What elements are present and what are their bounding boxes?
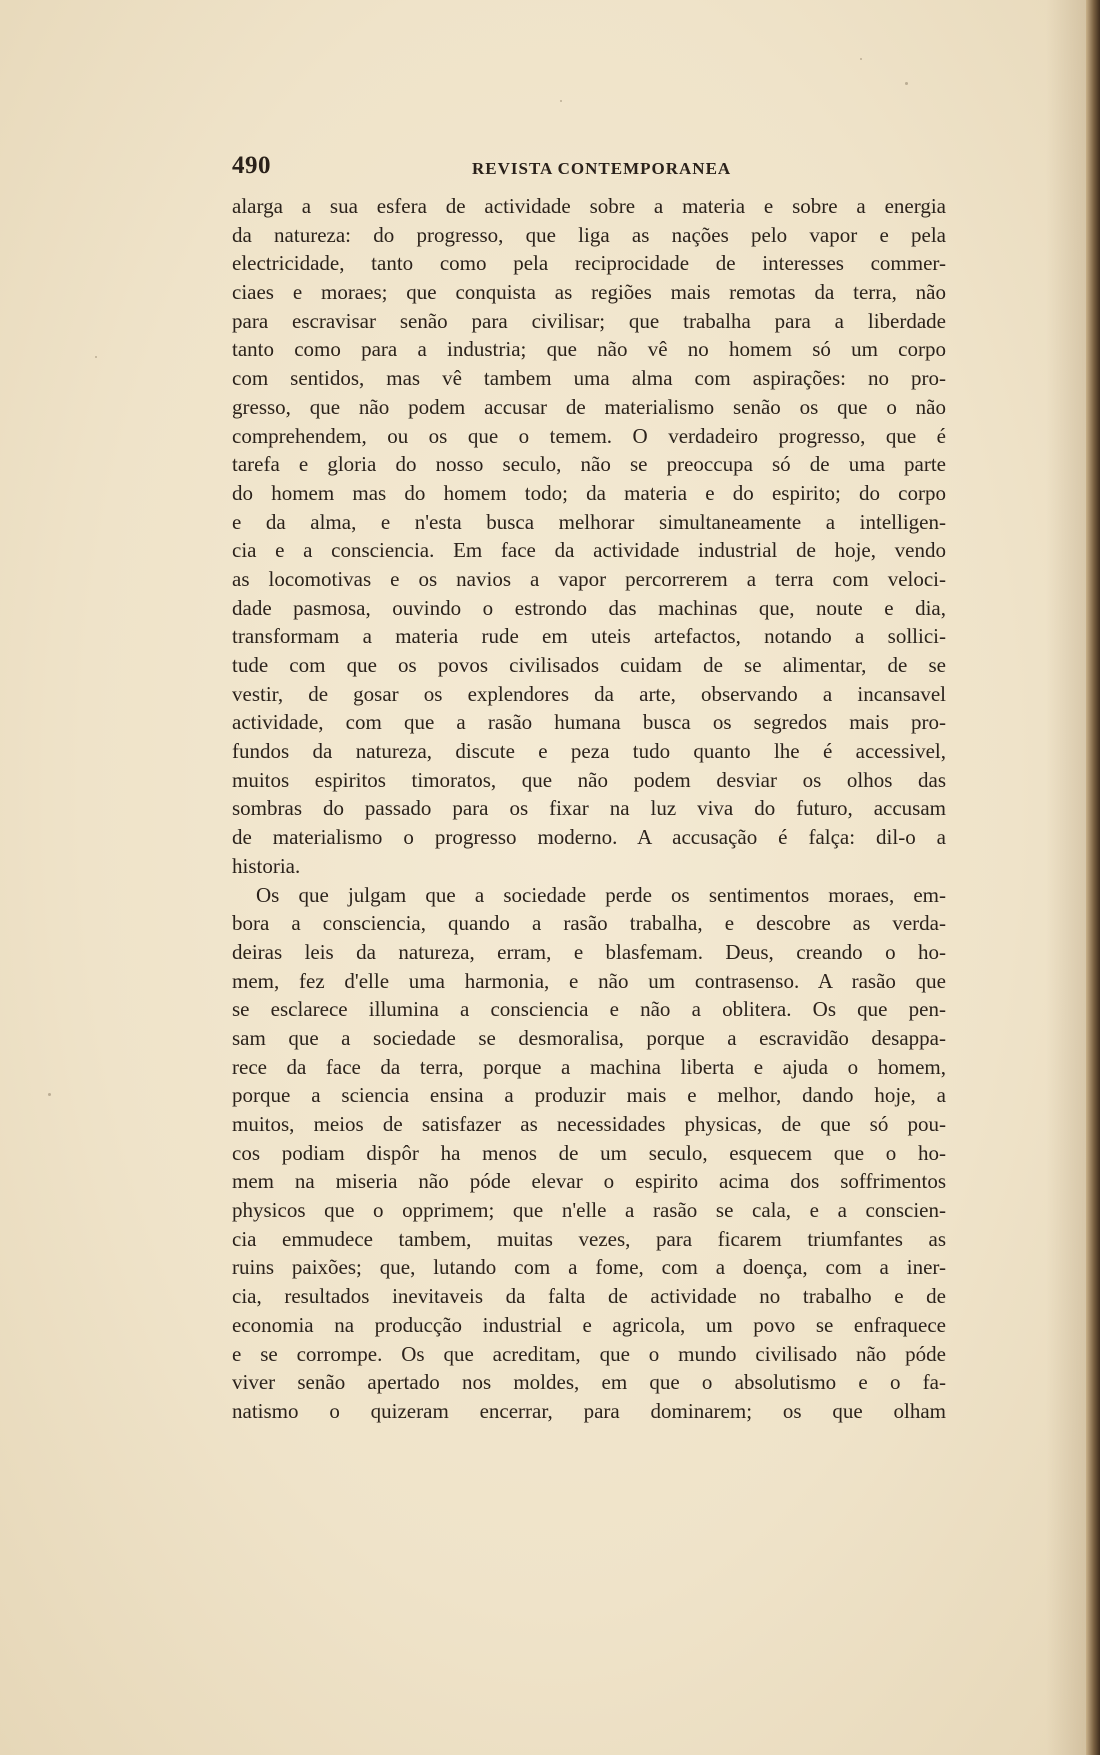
body-text <box>232 192 946 1426</box>
paper-speck <box>860 58 862 60</box>
text-line: gresso, que não podem accusar de materialismo senão os que o não <box>232 394 946 419</box>
binding-edge <box>1086 0 1100 1755</box>
text-line: ruins paixões; que, lutando com a fome, com a doença, com a iner- <box>232 1255 946 1280</box>
text-line: mem, fez d'elle uma harmonia, e não um contrasenso. A rasão que <box>232 968 946 993</box>
text-line: cia e a consciencia. Em face da actividade industrial de hoje, vendo <box>232 538 946 563</box>
text-line: physicos que o opprimem; que n'elle a rasão se cala, e a conscien- <box>232 1198 946 1223</box>
text-line: natismo o quizeram encerrar, para dominarem; os que olham <box>232 1398 946 1423</box>
text-line: viver senão apertado nos moldes, em que o absolutismo e o fa- <box>232 1370 946 1395</box>
text-line: tude com que os povos civilisados cuidam de se alimentar, de se <box>232 653 946 677</box>
text-line: cia emmudece tambem, muitas vezes, para ficarem triumfantes as <box>232 1226 946 1251</box>
text-line: deiras leis da natureza, erram, e blasfemam. Deus, creando o ho- <box>232 939 946 964</box>
binding-shadow <box>1046 0 1086 1755</box>
text-line: mem na miseria não póde elevar o espirito acima dos soffrimentos <box>232 1169 946 1194</box>
text-line: porque a sciencia ensina a produzir mais e melhor, dando hoje, a <box>232 1083 946 1108</box>
page-number: 490 <box>232 152 271 179</box>
text-line: do homem mas do homem todo; da materia e do espirito; do corpo <box>232 480 946 505</box>
text-line: tanto como para a industria; que não vê no homem só um corpo <box>232 337 946 362</box>
text-line: com sentidos, mas vê tambem uma alma com aspirações: no pro- <box>232 366 946 391</box>
text-line: sam que a sociedade se desmoralisa, porque a escravidão desappa- <box>232 1025 946 1050</box>
text-line: economia na producção industrial e agricola, um povo se enfraquece <box>232 1312 946 1337</box>
text-line: historia. <box>232 853 301 878</box>
text-line: vestir, de gosar os explendores da arte, observando a incansavel <box>232 681 946 706</box>
running-head <box>232 152 946 184</box>
text-line: cia, resultados inevitaveis da falta de actividade no trabalho e de <box>232 1284 946 1309</box>
paper-speck <box>905 82 908 85</box>
text-line: de materialismo o progresso moderno. A accusação é falça: dil-o a <box>232 825 946 850</box>
text-line: alarga a sua esfera de actividade sobre a materia e sobre a energia <box>232 194 946 218</box>
text-line: bora a consciencia, quando a rasão trabalha, e descobre as verda- <box>232 911 946 936</box>
paper-speck <box>95 356 97 358</box>
text-line: electricidade, tanto como pela reciprocidade de interesses commer- <box>232 251 946 276</box>
text-line: da natureza: do progresso, que liga as nações pelo vapor e pela <box>232 222 946 247</box>
text-line: se esclarece illumina a consciencia e não a oblitera. Os que pen- <box>232 997 946 1022</box>
text-line: comprehendem, ou os que o temem. O verdadeiro progresso, que é <box>232 423 946 448</box>
text-line: para escravisar senão para civilisar; que trabalha para a liberdade <box>232 308 946 333</box>
text-line: rece da face da terra, porque a machina liberta e ajuda o homem, <box>232 1054 946 1079</box>
text-line: e da alma, e n'esta busca melhorar simultaneamente a intelligen- <box>232 509 946 534</box>
text-line: actividade, com que a rasão humana busca os segredos mais pro- <box>232 710 946 735</box>
text-line: e se corrompe. Os que acreditam, que o mundo civilisado não póde <box>232 1341 946 1366</box>
paper-speck <box>560 100 562 102</box>
text-line: muitos, meios de satisfazer as necessidades physicas, de que só pou- <box>232 1112 946 1136</box>
text-line: fundos da natureza, discute e peza tudo quanto lhe é accessivel, <box>232 739 946 764</box>
text-line: sombras do passado para os fixar na luz viva do futuro, accusam <box>232 796 946 821</box>
text-line: transformam a materia rude em uteis artefactos, notando a sollici- <box>232 624 946 649</box>
text-line: cos podiam dispôr ha menos de um seculo, esquecem que o ho- <box>232 1140 946 1165</box>
text-line: dade pasmosa, ouvindo o estrondo das machinas que, noute e dia, <box>232 595 946 620</box>
paper-speck <box>48 1093 51 1096</box>
text-line: muitos espiritos timoratos, que não podem desviar os olhos das <box>232 767 946 792</box>
journal-title: REVISTA CONTEMPORANEA <box>472 159 732 178</box>
text-line: tarefa e gloria do nosso seculo, não se preoccupa só de uma parte <box>232 452 946 477</box>
text-line: as locomotivas e os navios a vapor percorrerem a terra com veloci- <box>232 566 946 591</box>
text-line: Os que julgam que a sociedade perde os sentimentos moraes, em- <box>256 882 946 907</box>
text-line: ciaes e moraes; que conquista as regiões mais remotas da terra, não <box>232 280 946 305</box>
